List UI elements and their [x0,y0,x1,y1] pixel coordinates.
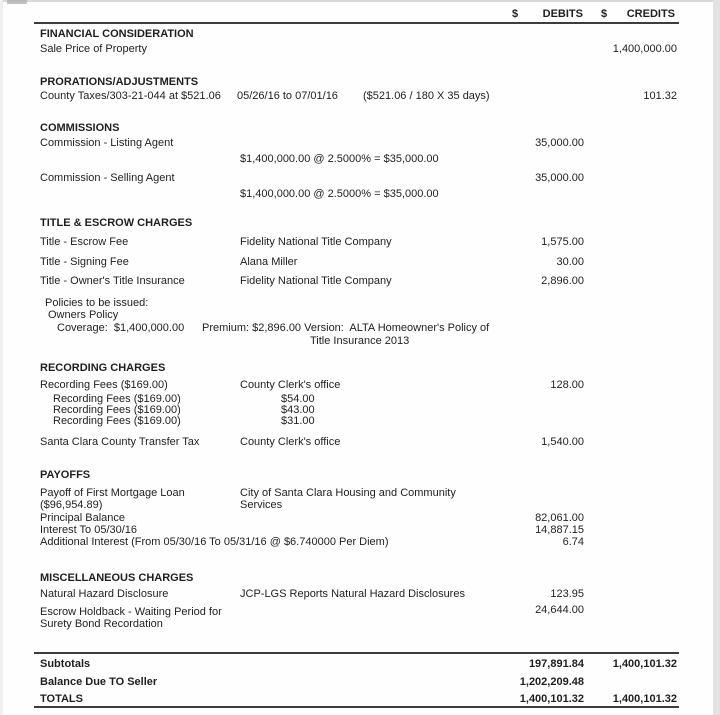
row-additional-interest [0,536,720,550]
debit-total: 1,202,209.48 [519,676,584,688]
row-commission-listing-formula [0,153,720,167]
credits-dollar-sign: $ [601,8,608,20]
row-label: Additional Interest (From 05/30/16 To 05/31/16 @ $6.740000 Per Diem) [40,536,389,548]
section-financial-consideration [0,28,720,42]
debit-amount: 1,540.00 [541,436,584,448]
row-county-taxes [0,90,720,104]
section-title-escrow-charges [0,217,720,231]
payee-name: City of Santa Clara Housing and Community [240,487,456,499]
scan-edge-top [0,0,720,2]
row-title-escrow-fee [0,236,720,250]
payee-name: Fidelity National Title Company [240,236,392,248]
policies-note-version-cont [0,335,720,349]
row-sale-price [0,43,720,57]
row-commission-selling-agent [0,172,720,186]
row-natural-hazard-disclosure [0,588,720,602]
column-header-row [0,8,720,22]
debit-amount: 6.74 [562,536,584,548]
row-totals [0,693,720,707]
row-label: Recording Fees ($169.00) [53,393,181,405]
row-subtotals [0,658,720,672]
row-payoff-first-mortgage-line2 [0,499,720,513]
policy-version-continuation: Title Insurance 2013 [310,335,410,347]
policies-note-coverage [0,322,720,336]
debit-total: 1,400,101.32 [519,693,584,705]
row-label-amount: ($96,954.89) [40,499,103,511]
row-owners-title-insurance [0,275,720,289]
row-label: Title - Signing Fee [40,256,129,268]
row-label: Sale Price of Property [40,43,147,55]
debit-amount: 82,061.00 [535,512,584,524]
debit-amount: 123.95 [550,588,584,600]
subtotals-rule [34,652,679,654]
section-payoffs [0,469,720,483]
section-miscellaneous-charges [0,572,720,586]
row-recording-fees [0,379,720,393]
section-title: COMMISSIONS [40,122,120,134]
policies-note-text: Policies to be issued: [45,297,149,309]
row-label: Natural Hazard Disclosure [40,588,169,600]
row-title-signing-fee [0,256,720,270]
row-label: Title - Owner's Title Insurance [40,275,185,287]
section-prorations-adjustments [0,76,720,90]
row-label: Commission - Selling Agent [40,172,175,184]
credit-amount: 1,400,000.00 [612,43,677,55]
row-label: Title - Escrow Fee [40,236,129,248]
policies-note-line2 [0,309,720,323]
row-escrow-holdback-line2 [0,618,720,632]
policy-premium-version: Premium: $2,896.00 Version: ALTA Homeowner's Policy of [202,322,490,334]
sub-amount: $43.00 [281,404,315,416]
row-label: Recording Fees ($169.00) [53,415,181,427]
payee-name: County Clerk's office [240,436,341,448]
debits-dollar-sign: $ [512,8,519,20]
debit-amount: 24,644.00 [535,604,584,616]
credits-column-header: CREDITS [626,8,675,20]
payee-name: Fidelity National Title Company [240,275,392,287]
row-label: Escrow Holdback - Waiting Period for [40,606,222,618]
header-rule [34,22,679,24]
row-label: Commission - Listing Agent [40,137,174,149]
section-title: RECORDING CHARGES [40,362,166,374]
debit-amount: 30.00 [556,256,584,268]
credit-amount: 101.32 [643,90,677,102]
section-recording-charges [0,362,720,376]
row-label: Santa Clara County Transfer Tax [40,436,200,448]
debit-amount: 2,896.00 [541,275,584,287]
section-title: MISCELLANEOUS CHARGES [40,572,194,584]
sub-amount: $54.00 [281,393,315,405]
row-label: Interest To 05/30/16 [40,524,138,536]
section-title: PAYOFFS [40,469,91,481]
policy-coverage: Coverage: $1,400,000.00 [57,322,185,334]
credit-total: 1,400,101.32 [612,693,677,705]
row-commission-listing-agent [0,137,720,151]
bottom-rule [34,706,679,708]
commission-formula: $1,400,000.00 @ 2.5000% = $35,000.00 [240,188,439,200]
row-label: TOTALS [40,693,83,705]
debit-amount: 128.00 [550,379,584,391]
payee-name: County Clerk's office [240,379,341,391]
row-label: County Taxes/303-21-044 at $521.06 [40,90,221,102]
row-recording-fee-sub-3 [0,415,720,429]
row-transfer-tax [0,436,720,450]
row-label: Payoff of First Mortgage Loan [40,487,185,499]
section-commissions [0,122,720,136]
policies-note-text: Owners Policy [48,309,119,321]
debit-amount: 35,000.00 [535,137,584,149]
row-commission-selling-formula [0,188,720,202]
section-title: PRORATIONS/ADJUSTMENTS [40,76,199,88]
debit-total: 197,891.84 [528,658,584,670]
proration-calculation: ($521.06 / 180 X 35 days) [363,90,490,102]
row-label: Recording Fees ($169.00) [53,404,181,416]
row-label: Recording Fees ($169.00) [40,379,168,391]
debit-amount: 1,575.00 [541,236,584,248]
debit-amount: 35,000.00 [535,172,584,184]
payee-name-continuation: Services [240,499,283,511]
scan-smudge-artifact [7,0,27,4]
payee-name: Alana Miller [240,256,298,268]
row-label: Balance Due TO Seller [40,676,158,688]
row-balance-due-seller [0,676,720,690]
section-title: TITLE & ESCROW CHARGES [40,217,193,229]
section-title: FINANCIAL CONSIDERATION [40,28,194,40]
debit-amount: 14,887.15 [535,524,584,536]
commission-formula: $1,400,000.00 @ 2.5000% = $35,000.00 [240,153,439,165]
debits-column-header: DEBITS [542,8,583,20]
proration-period: 05/26/16 to 07/01/16 [237,90,338,102]
credit-total: 1,400,101.32 [612,658,677,670]
payee-name: JCP-LGS Reports Natural Hazard Disclosures [240,588,465,600]
sub-amount: $31.00 [281,415,315,427]
row-label-continuation: Surety Bond Recordation [40,618,163,630]
row-label: Principal Balance [40,512,125,524]
row-label: Subtotals [40,658,91,670]
